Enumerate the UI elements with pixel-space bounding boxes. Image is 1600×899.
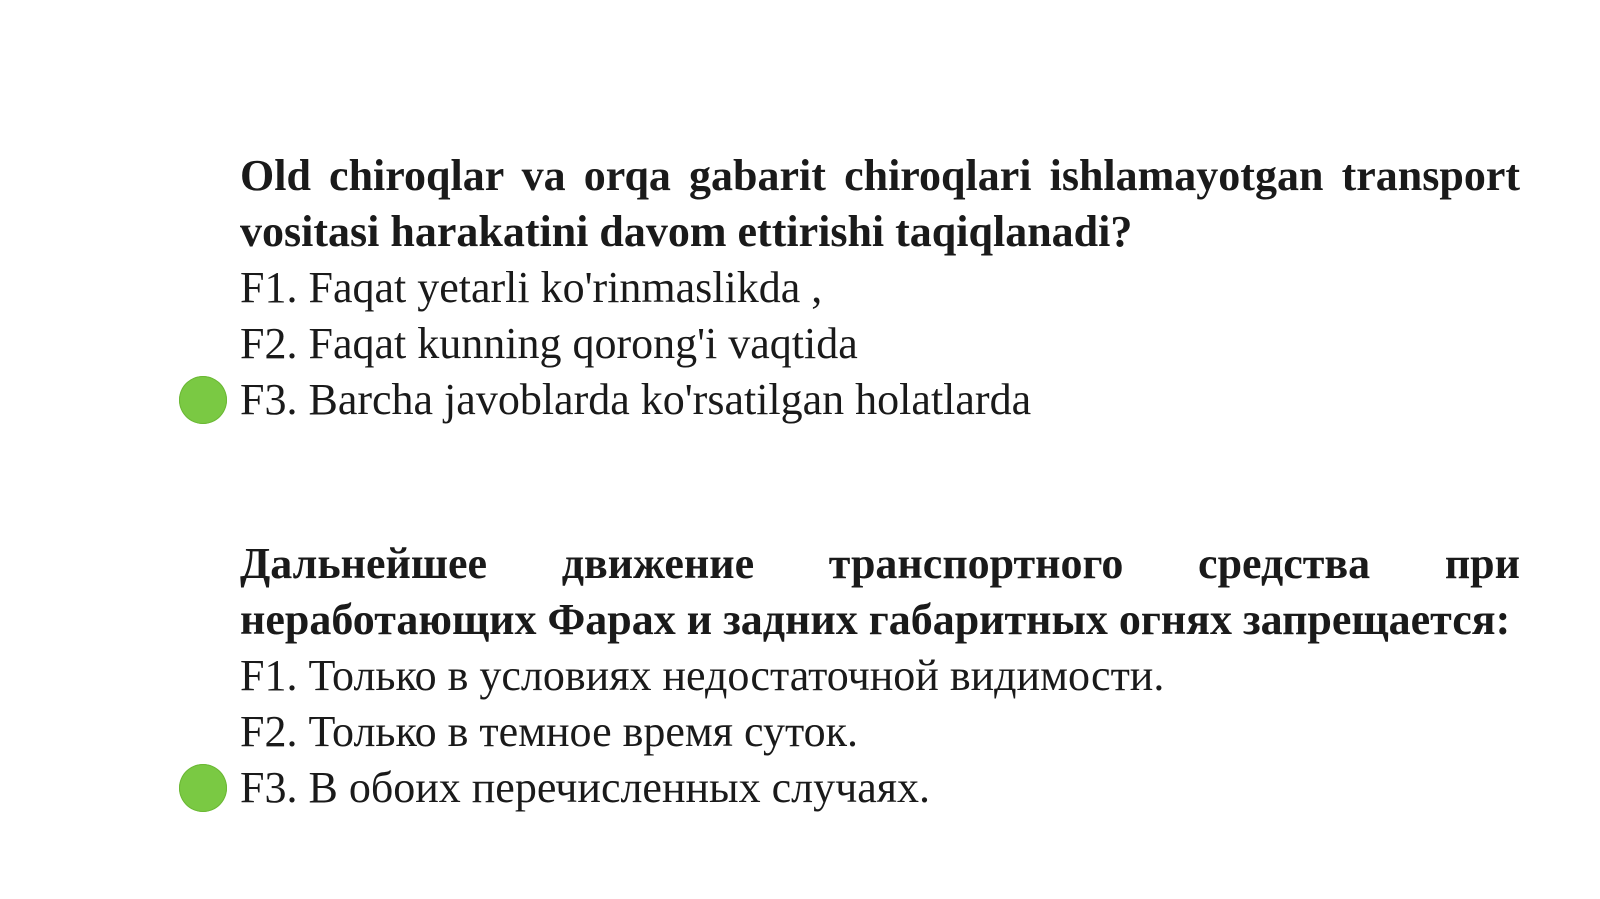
answer-option-label: F2. Только в темное время суток. [240, 707, 858, 756]
question-block-ru [240, 536, 1520, 816]
question-text: Дальнейшее движение транспортного средства при неработающих Фарах и задних габаритных огнях запрещается: [240, 539, 1520, 644]
answer-option-f3[interactable] [240, 372, 1520, 428]
answer-option-f3[interactable] [240, 760, 1520, 816]
answer-option-label: F1. Faqat yetarli ko'rinmaslikda , [240, 263, 823, 312]
answer-option-label: F3. Barcha javoblarda ko'rsatilgan holatlarda [240, 375, 1032, 424]
answer-option-f1[interactable] [240, 260, 1520, 316]
correct-answer-dot-icon [179, 376, 227, 424]
answer-option-label: F1. Только в условиях недостаточной видимости. [240, 651, 1165, 700]
correct-answer-dot-icon [179, 764, 227, 812]
question-text: Old chiroqlar va orqa gabarit chiroqlari ishlamayotgan transport vositasi harakatini davom ettirishi taqiqlanadi? [240, 151, 1520, 256]
answer-option-label: F2. Faqat kunning qorong'i vaqtida [240, 319, 858, 368]
answer-option-f1[interactable] [240, 648, 1520, 704]
answer-option-f2[interactable] [240, 704, 1520, 760]
answer-option-f2[interactable] [240, 316, 1520, 372]
question-block-uz [240, 148, 1520, 428]
answer-option-label: F3. В обоих перечисленных случаях. [240, 763, 930, 812]
